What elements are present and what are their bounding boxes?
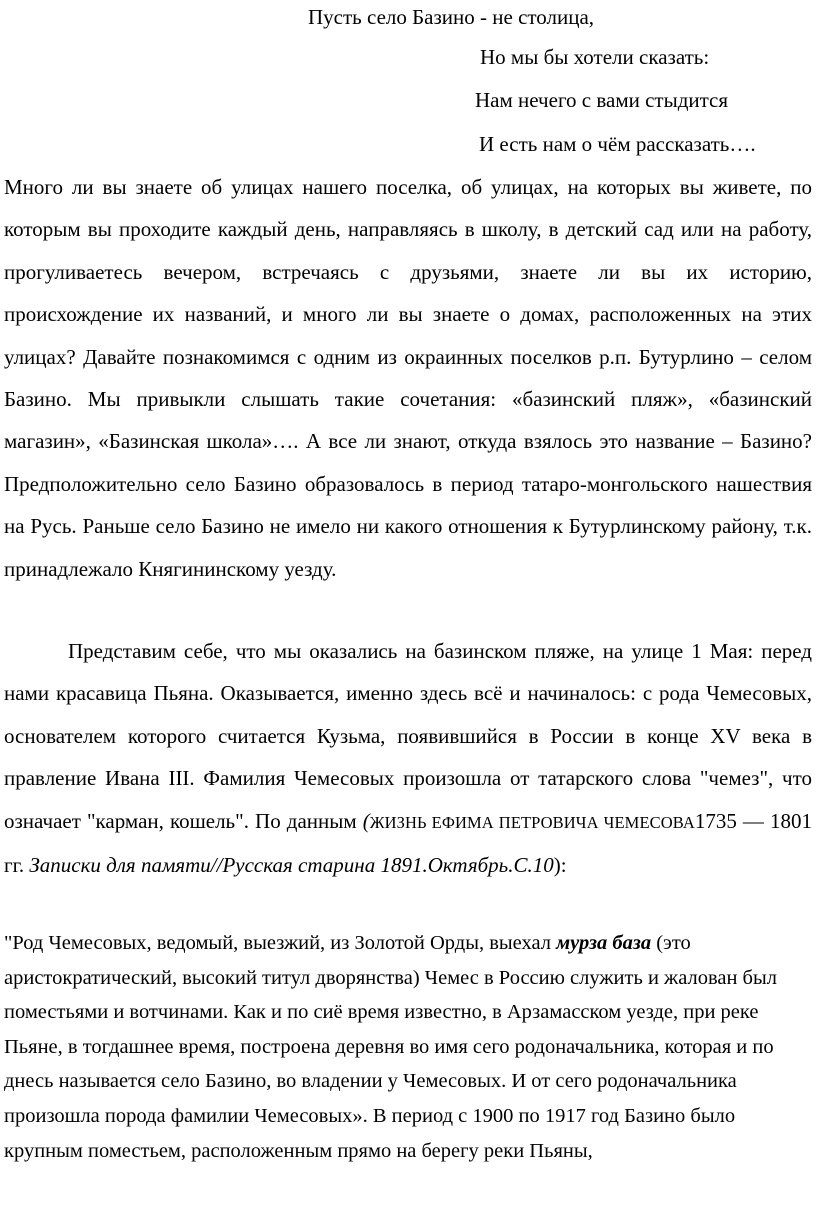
source-open-paren: ( [362, 808, 370, 833]
poem-line-4: И есть нам о чём рассказать…. [479, 132, 756, 156]
quote-emphasis: мурза база [556, 932, 652, 954]
quote-start: "Род Чемесовых, ведомый, выезжий, из Золотой Орды, выехал [4, 932, 557, 954]
source-years: 1735 — 1801 гг. [4, 808, 812, 878]
quote-paragraph [4, 926, 812, 1168]
poem-line-1: Пусть село Базино - не столица, [308, 5, 595, 29]
source-title: ЖИЗНЬ ЕФИМА ПЕТРОВИЧА ЧЕМЕСОВА [369, 812, 695, 832]
poem-line-2: Но мы бы хотели сказать: [480, 45, 710, 69]
intro-paragraph: Много ли вы знаете об улицах нашего поселка, об улицах, на которых вы живете, по которым вы проходите каждый день, направляясь в школу, в детский сад или на работу, прогуливаетесь вечером, встречаясь с друзьями, знаете ли вы их историю, происхождение их названий, и много ли вы знаете о домах, расположенных на этих улицах? Давайте познакомимся с одним из окраинных поселков р.п. Бутурлино – селом Базино. Мы привыкли слышать такие сочетания: «базинский пляж», «базинский магазин», «Базинская школа»…. А все ли знают, откуда взялось это название – Базино? Предположительно село Базино образовалось в период татаро-монгольского нашествия на Русь. Раньше село Базино не имело ни какого отношения к Бутурлинскому району, т.к. принадлежало Княгининскому уезду. [4, 175, 812, 581]
quote-rest: (это аристократический, высокий титул дворянства) Чемес в Россию служить и жалован был поместьями и вотчинами. Как и по сиё время известно, в Арзамасском уезде, при реке Пьяне, в тогдашнее время, построена деревня во имя сего родоначальника, которая и по днесь называется село Базино, во владении у Чемесовых. И от сего родоначальника произошла порода фамилии Чемесовых». В период с 1900 по 1917 год Базино было крупным поместьем, расположенным прямо на берегу реки Пьяны, [4, 932, 777, 1162]
poem-line-3: Нам нечего с вами стыдится [475, 88, 729, 112]
history-text: Представим себе, что мы оказались на базинском пляже, на улице 1 Мая: перед нами красавица Пьяна. Оказывается, именно здесь всё и начиналось: с рода Чемесовых, основателем которого считается Кузьма, появившийся в России в конце XV века в правление Ивана III. Фамилия Чемесовых произошла от татарского слова "чемез", что означает "карман, кошель". По данным [4, 639, 812, 833]
source-reference: Записки для памяти//Русская старина 1891.Октябрь.С.10 [29, 853, 554, 878]
source-close: ): [553, 853, 567, 878]
history-paragraph [4, 630, 812, 886]
